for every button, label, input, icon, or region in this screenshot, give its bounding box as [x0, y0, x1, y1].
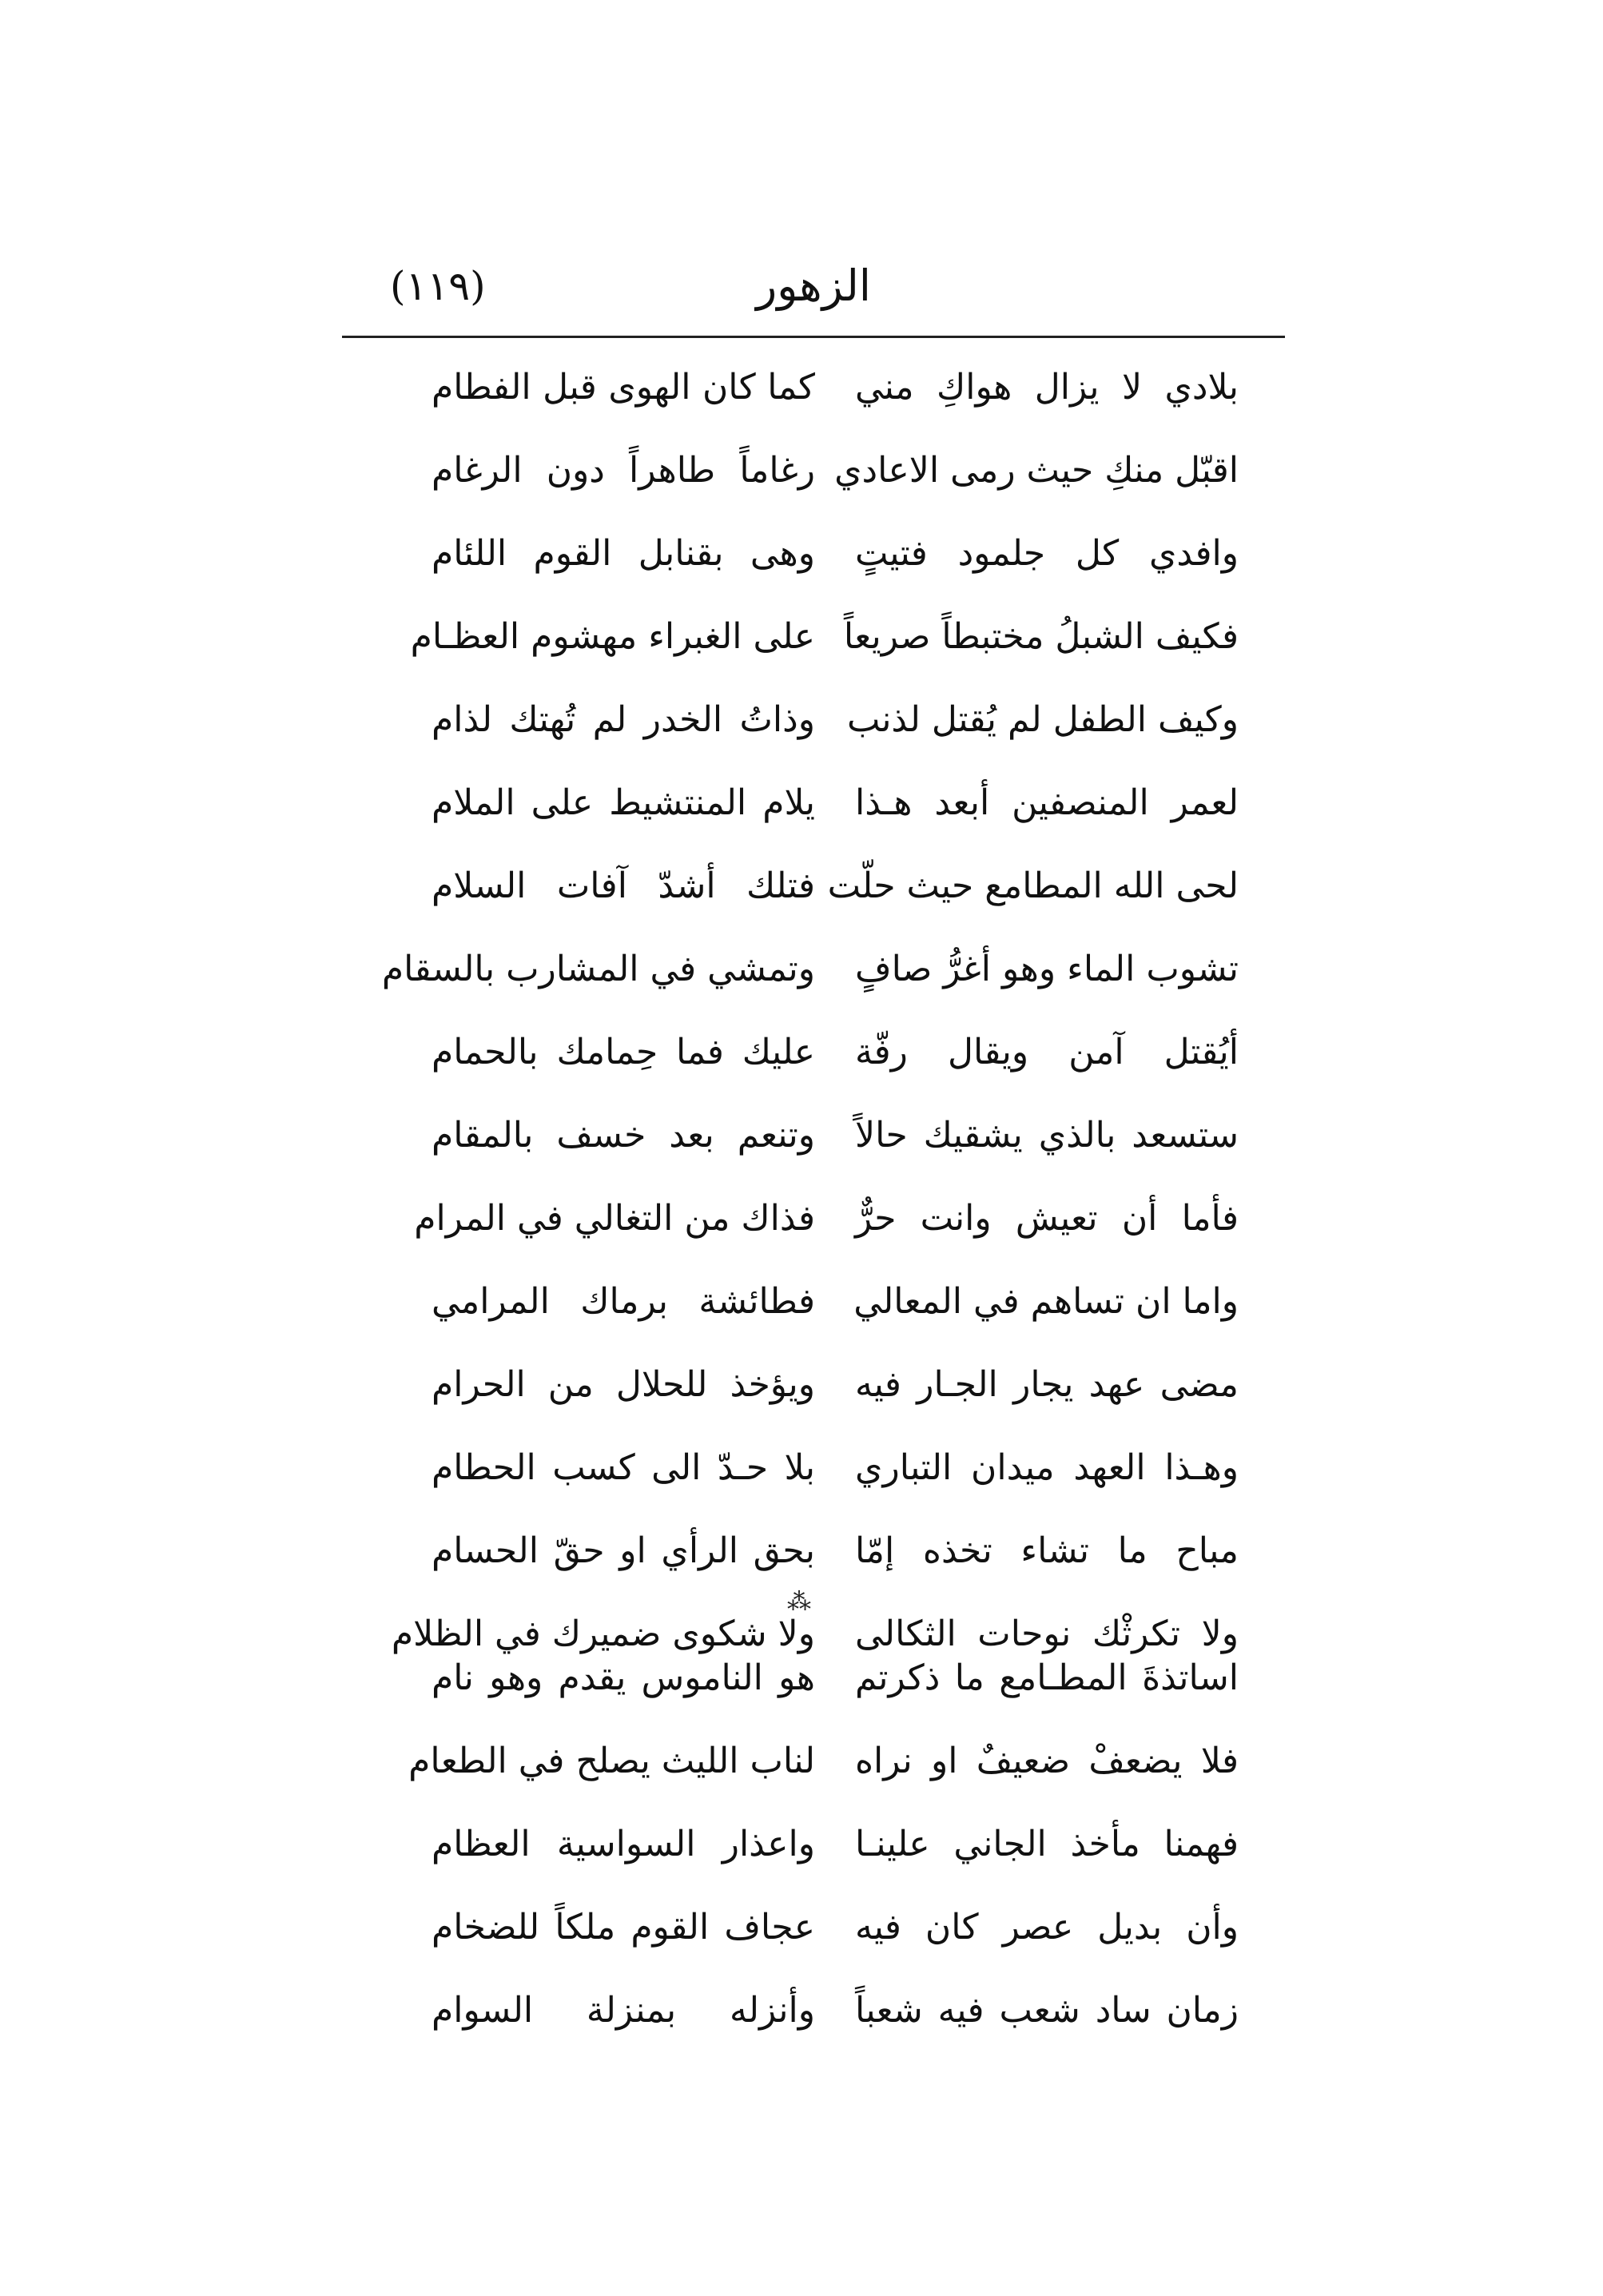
- second-hemistich: فذاك من التغالي في المرام: [414, 1198, 815, 1239]
- poem-section-1: [381, 352, 1239, 1681]
- second-hemistich: وذاتُ الخدر لم تُهتك لذام: [432, 699, 815, 740]
- first-hemistich: اساتذةَ المطـامع ما ذكرتم: [855, 1657, 1239, 1698]
- second-hemistich: وهى بقنابل القوم اللئام: [432, 533, 815, 574]
- second-hemistich: عليك فما حِمامك بالحمام: [432, 1032, 815, 1072]
- second-hemistich: واعذار السواسية العظام: [432, 1824, 815, 1864]
- second-hemistich: كما كان الهوى قبل الفطام: [432, 367, 815, 408]
- first-hemistich: فهمنا مأخذ الجاني علينـا: [855, 1824, 1239, 1864]
- first-hemistich: فكيف الشبلُ مختبطاً صريعاً: [843, 616, 1239, 657]
- verse-line: [414, 1183, 1239, 1266]
- verse-line: [432, 352, 1239, 435]
- first-hemistich: وكيف الطفل لم يُقتل لذنب: [846, 699, 1239, 740]
- verse-line: [432, 518, 1239, 601]
- section-divider: ⁂: [787, 1588, 816, 1616]
- verse-line: [432, 850, 1239, 933]
- first-hemistich: تشوب الماء وهو أغرُّ صافٍ: [855, 949, 1239, 989]
- verse-line: [432, 1975, 1239, 2058]
- second-hemistich: على الغبراء مهشوم العظـام: [410, 616, 815, 657]
- first-hemistich: وأن بديل عصر كان فيه: [855, 1907, 1239, 1948]
- first-hemistich: لحى الله المطامع حيث حلّت: [827, 865, 1239, 906]
- verse-line: [432, 1100, 1239, 1183]
- verse-line: [432, 1432, 1239, 1515]
- running-title: الزهور: [756, 261, 871, 311]
- verse-line: [432, 1642, 1239, 1725]
- first-hemistich: اقبّل منكِ حيث رمى الاعادي: [834, 450, 1239, 491]
- first-hemistich: فلا يضعفْ ضعيفٌ او نراه: [855, 1741, 1239, 1781]
- second-hemistich: يلام المنتشيط على الملام: [432, 782, 815, 823]
- second-hemistich: فطائشة برماك المرامي: [432, 1281, 815, 1322]
- second-hemistich: بحق الرأي او حقّ الحسام: [432, 1530, 815, 1571]
- second-hemistich: فتلك أشدّ آفات السلام: [432, 865, 815, 906]
- second-hemistich: ويؤخذ للحلال من الحرام: [432, 1364, 815, 1405]
- verse-line: [408, 1725, 1239, 1809]
- second-hemistich: بلا حـدّ الى كسب الحطام: [432, 1447, 815, 1488]
- first-hemistich: بلادي لا يزال هواكِ مني: [855, 367, 1239, 408]
- verse-line: [432, 767, 1239, 850]
- second-hemistich: لناب الليث يصلح في الطعام: [408, 1741, 815, 1781]
- second-hemistich: هو الناموس يقدم وهو نام: [432, 1657, 815, 1698]
- page-header: [342, 254, 1285, 334]
- first-hemistich: أيُقتل آمن ويقال رفّة: [855, 1032, 1239, 1072]
- verse-line: [410, 601, 1239, 684]
- second-hemistich: وتمشي في المشارب بالسقام: [381, 949, 815, 989]
- first-hemistich: لعمر المنصفين أبعد هـذا: [855, 782, 1239, 823]
- second-hemistich: عجاف القوم ملكاً للضخام: [432, 1907, 815, 1948]
- first-hemistich: واما ان تساهم في المعالي: [853, 1281, 1239, 1322]
- verse-line: [432, 1266, 1239, 1349]
- first-hemistich: ولا تكرثْك نوحات الثكالى: [855, 1614, 1239, 1654]
- second-hemistich: وتنعم بعد خسف بالمقام: [432, 1115, 815, 1156]
- verse-line: [432, 1349, 1239, 1432]
- first-hemistich: وهـذا العهد ميدان التباري: [855, 1447, 1239, 1488]
- first-hemistich: مباح ما تشاء تخذه إمّا: [855, 1530, 1239, 1571]
- page-number: (١١٩): [390, 263, 486, 309]
- verse-line: [432, 1892, 1239, 1975]
- verse-line: [432, 1017, 1239, 1100]
- verse-line: [432, 435, 1239, 518]
- first-hemistich: وافدي كل جلمود فتيتٍ: [855, 533, 1239, 574]
- first-hemistich: زمان ساد شعب فيه شعباً: [855, 1990, 1239, 2031]
- first-hemistich: مضى عهد يجار الجـار فيه: [855, 1364, 1239, 1405]
- first-hemistich: ستسعد بالذي يشقيك حالاً: [855, 1115, 1239, 1156]
- poem-section-2: [408, 1642, 1239, 2058]
- second-hemistich: ولا شكوى ضميرك في الظلام: [391, 1614, 815, 1654]
- first-hemistich: فأما أن تعيش وانت حرٌّ: [855, 1198, 1239, 1239]
- verse-line: [432, 684, 1239, 767]
- verse-line: [432, 1809, 1239, 1892]
- second-hemistich: رغاماً طاهراً دون الرغام: [432, 450, 815, 491]
- verse-line: [381, 933, 1239, 1017]
- second-hemistich: وأنزله بمنزلة السوام: [432, 1990, 815, 2031]
- header-rule: [342, 336, 1285, 338]
